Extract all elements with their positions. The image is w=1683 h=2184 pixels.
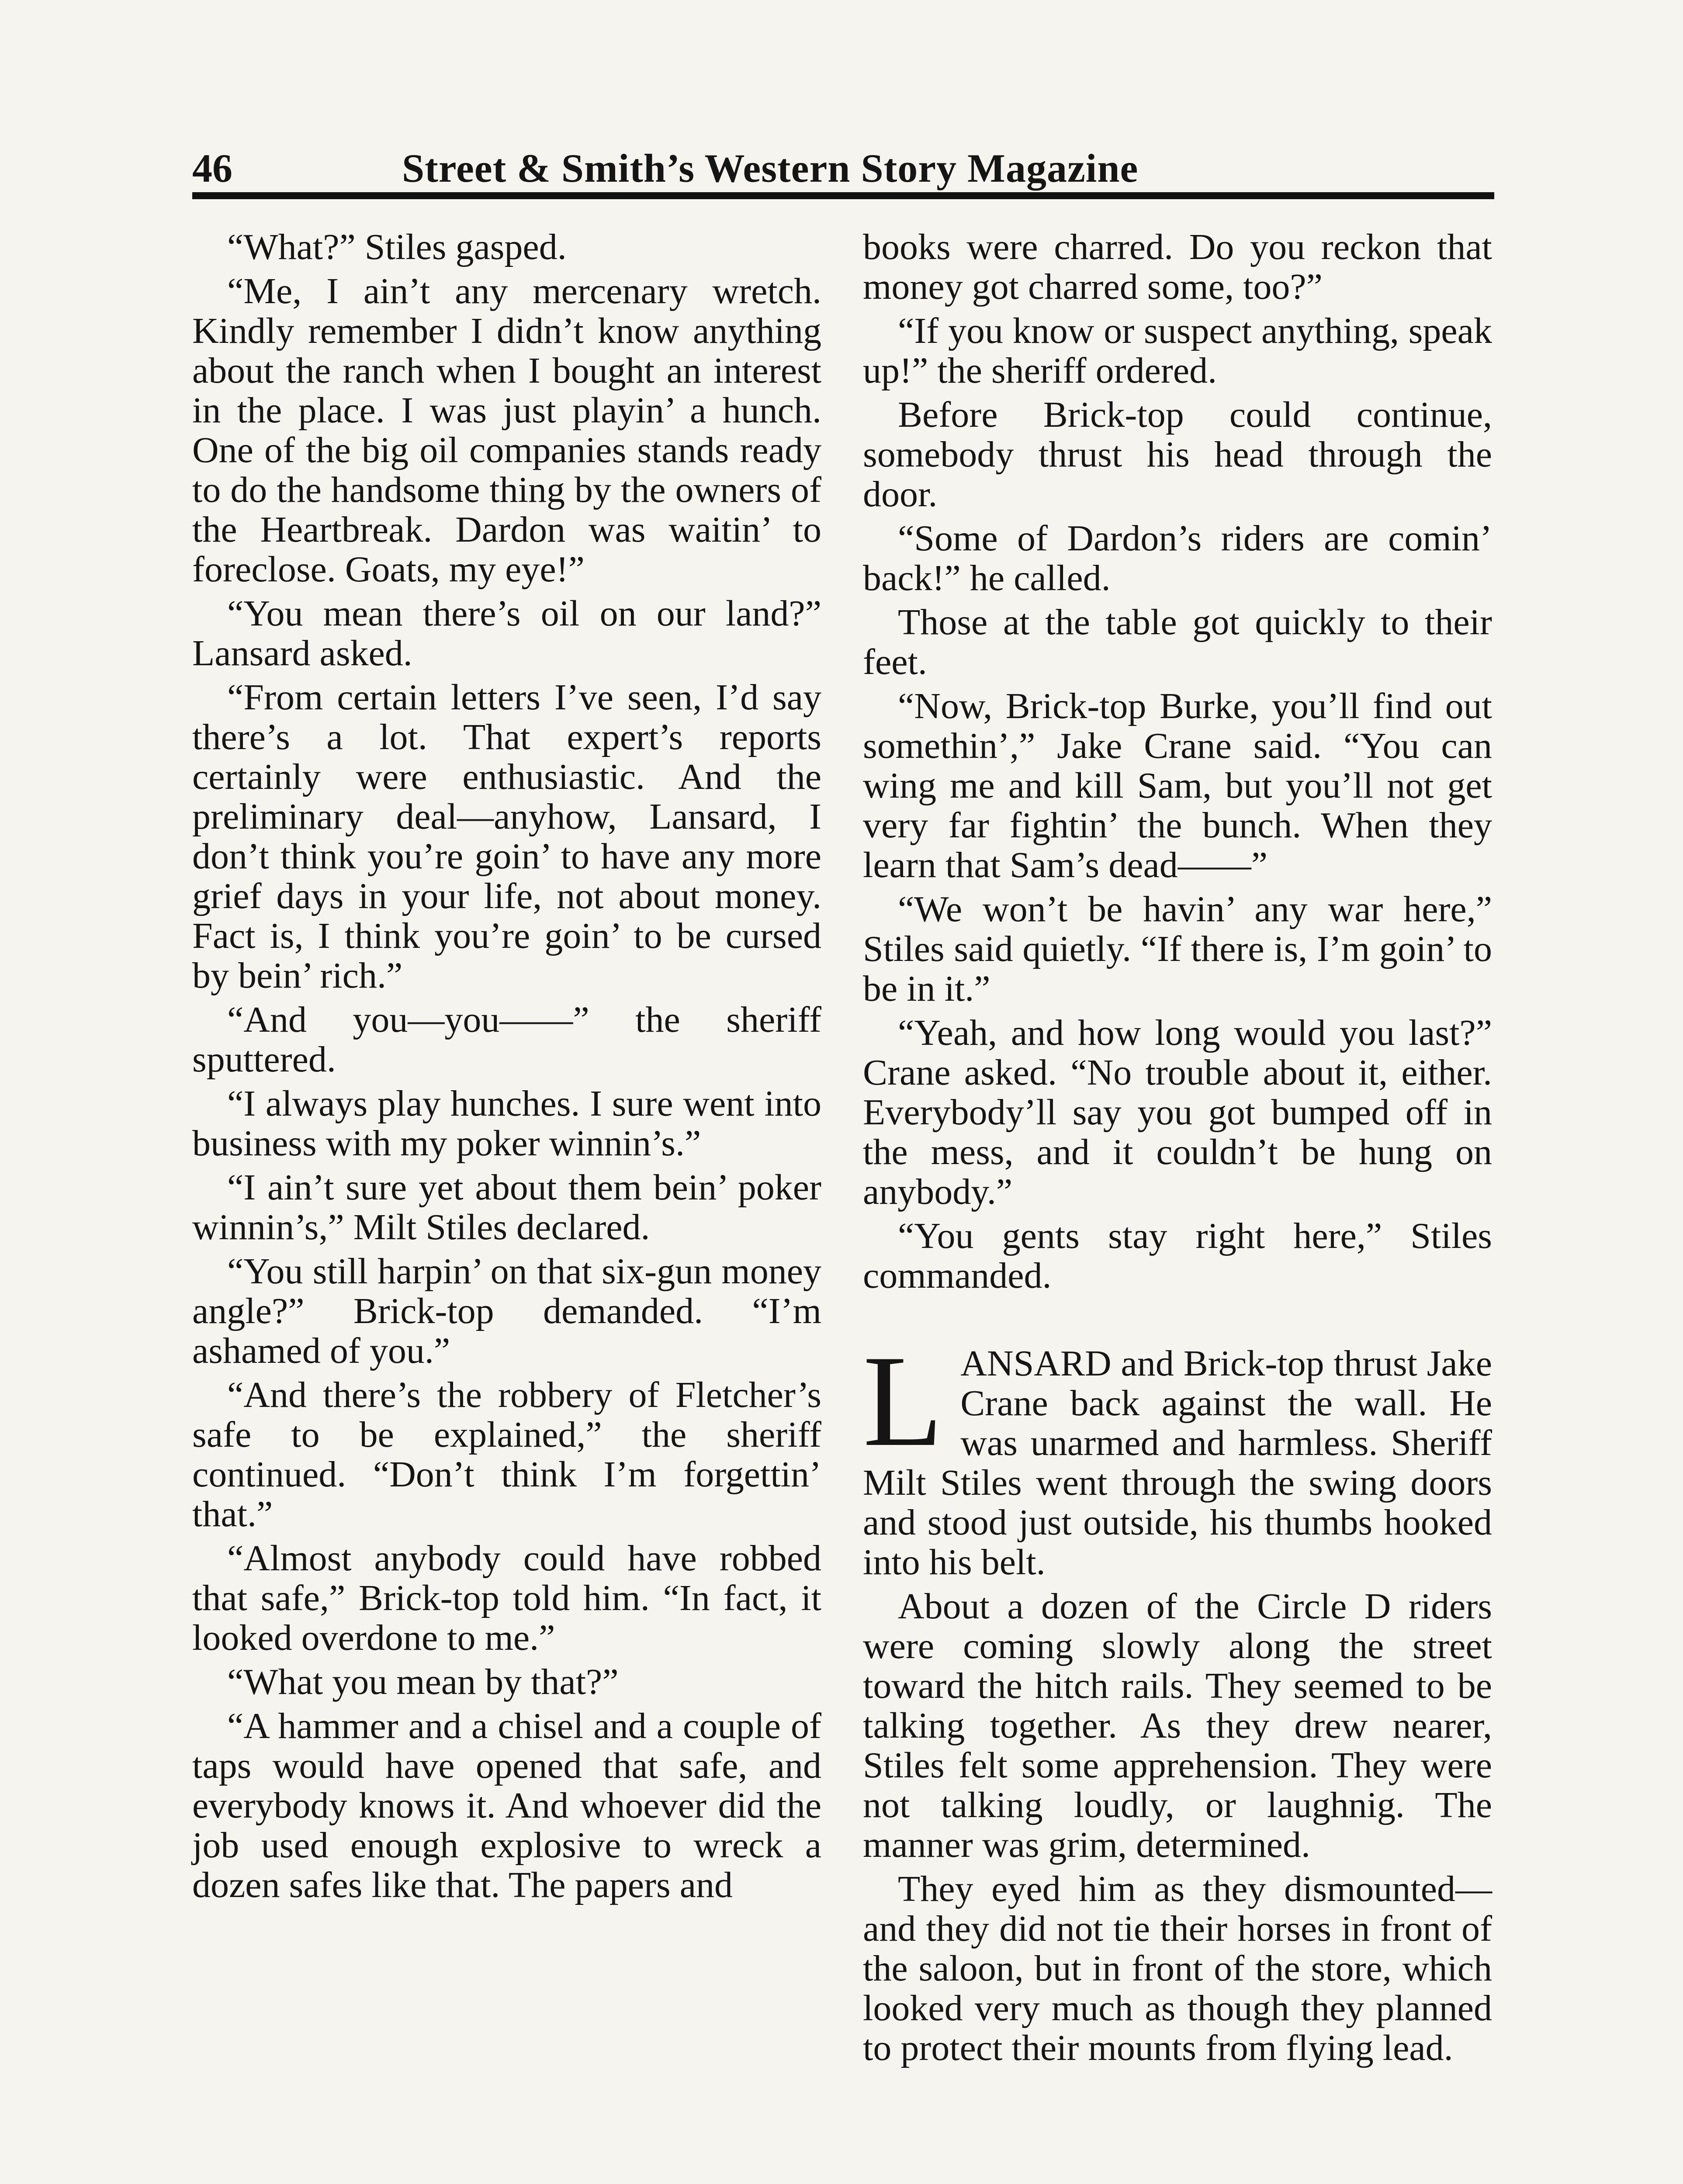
right-column: [863, 227, 1492, 2072]
paragraph: “And you—you——” the sheriff sputtered.: [192, 999, 821, 1080]
left-column: [192, 227, 821, 1909]
paragraph: “Me, I ain’t any mercenary wretch. Kindly remember I didn’t know anything about the ranch when I bought an interest in the place. I was just playin’ a hunch. One of the big oil companies stands ready to do the handsome thing by the owners of the Heartbreak. Dardon was waitin’ to foreclose. Goats, my eye!”: [192, 271, 821, 590]
paragraph: “Now, Brick-top Burke, you’ll find out somethin’,” Jake Crane said. “You can wing me and kill Sam, but you’ll not get very far fightin’ the bunch. When they learn that Sam’s dead——”: [863, 686, 1492, 885]
paragraph: “You mean there’s oil on our land?” Lansard asked.: [192, 593, 821, 674]
section-opening-paragraph: [863, 1328, 1492, 1583]
paragraph: Before Brick-top could continue, somebody thrust his head through the door.: [863, 394, 1492, 515]
paragraph: “Almost anybody could have robbed that safe,” Brick-top told him. “In fact, it looked overdone to me.”: [192, 1538, 821, 1658]
paragraph: “A hammer and a chisel and a couple of taps would have opened that safe, and everybody knows it. And whoever did the job used enough explosive to wreck a dozen safes like that. The papers and: [192, 1706, 821, 1905]
running-title: Street & Smith’s Western Story Magazine: [402, 146, 1139, 190]
paragraph: About a dozen of the Circle D riders were coming slowly along the street toward the hitch rails. They seemed to be talking together. As they drew nearer, Stiles felt some apprehension. They were not talking loudly, or laughnig. The manner was grim, determined.: [863, 1586, 1492, 1865]
paragraph: “From certain letters I’ve seen, I’d say there’s a lot. That expert’s reports certainly were enthusiastic. And the preliminary deal—anyhow, Lansard, I don’t think you’re goin’ to have any more grief days in your life, not about money. Fact is, I think you’re goin’ to be cursed by bein’ rich.”: [192, 677, 821, 996]
header-rule: [192, 192, 1494, 199]
paragraph: Those at the table got quickly to their feet.: [863, 602, 1492, 682]
continued-paragraph: books were charred. Do you reckon that money got charred some, too?”: [863, 227, 1492, 307]
paragraph: “I ain’t sure yet about them bein’ poker winnin’s,” Milt Stiles declared.: [192, 1167, 821, 1248]
paragraph: “If you know or suspect anything, speak up!” the sheriff ordered.: [863, 311, 1492, 391]
drop-cap: L: [863, 1328, 943, 1473]
paragraph: “You still harpin’ on that six-gun money angle?” Brick-top demanded. “I’m ashamed of you.”: [192, 1251, 821, 1371]
page-header: [192, 140, 1490, 197]
page-number: 46: [192, 146, 232, 190]
paragraph: “What?” Stiles gasped.: [227, 227, 567, 267]
paragraph: “You gents stay right here,” Stiles commanded.: [863, 1216, 1492, 1296]
paragraph: They eyed him as they dismounted—and they did not tie their horses in front of the saloon, but in front of the store, which looked very much as though they planned to protect their mounts from flying lead.: [863, 1869, 1492, 2068]
paragraph: “Yeah, and how long would you last?” Crane asked. “No trouble about it, either. Everybody’ll say you got bumped off in the mess, and it couldn’t be hung on anybody.”: [863, 1013, 1492, 1212]
paragraph: “We won’t be havin’ any war here,” Stiles said quietly. “If there is, I’m goin’ to be in it.”: [863, 889, 1492, 1009]
paragraph: “I always play hunches. I sure went into business with my poker winnin’s.”: [192, 1083, 821, 1164]
opening-text: ANSARD and Brick-top thrust Jake Crane back against the wall. He was unarmed and harmless. Sheriff Milt Stiles went through the swing doors and stood just outside, his thumbs hooked into his belt.: [863, 1343, 1492, 1583]
paragraph: “And there’s the robbery of Fletcher’s safe to be explained,” the sheriff continued. “Don’t think I’m forgettin’ that.”: [192, 1375, 821, 1534]
paragraph: “What you mean by that?”: [227, 1662, 619, 1702]
section-break: [863, 1300, 1492, 1344]
paragraph: “Some of Dardon’s riders are comin’ back!” he called.: [863, 518, 1492, 598]
